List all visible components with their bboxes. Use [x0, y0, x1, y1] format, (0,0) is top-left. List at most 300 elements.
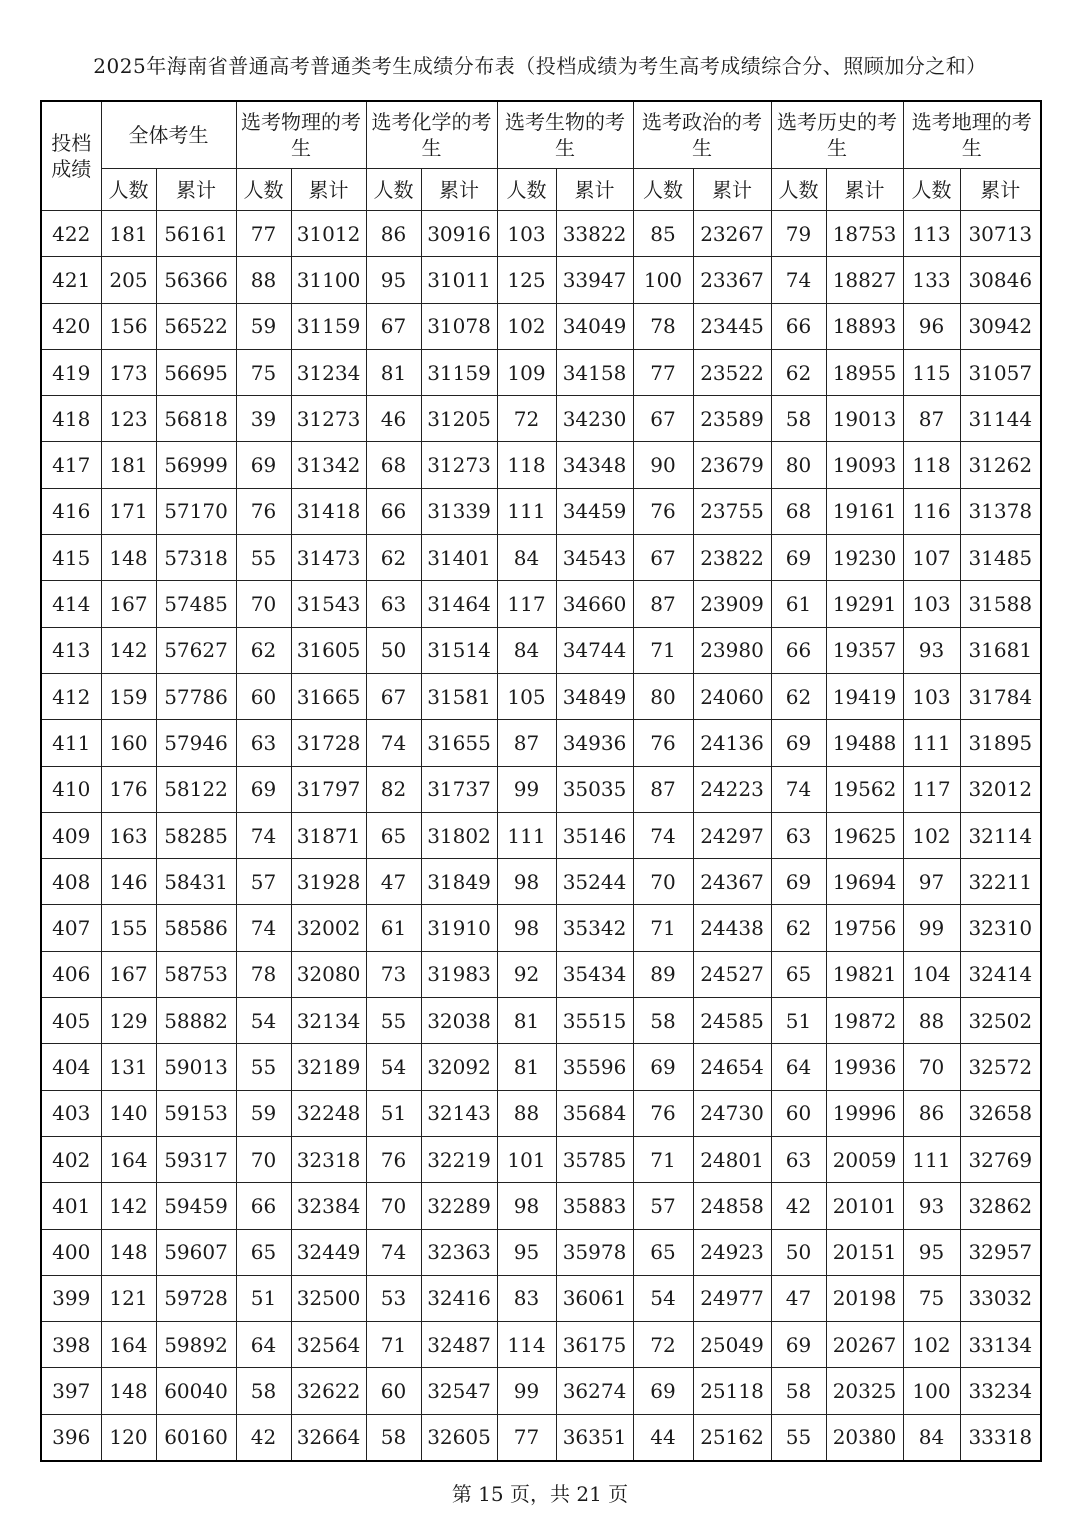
cumulative-header: 累计: [960, 169, 1041, 211]
count-cell: 65: [633, 1229, 693, 1275]
count-cell: 100: [633, 257, 693, 303]
cumulative-cell: 32605: [421, 1414, 497, 1461]
count-cell: 125: [497, 257, 556, 303]
cumulative-cell: 24977: [693, 1275, 771, 1321]
cumulative-cell: 59459: [156, 1183, 236, 1229]
count-cell: 86: [903, 1090, 960, 1136]
count-cell: 62: [771, 673, 826, 719]
cumulative-cell: 59153: [156, 1090, 236, 1136]
group-header-geography: 选考地理的考生: [903, 101, 1041, 169]
count-cell: 76: [633, 488, 693, 534]
cumulative-cell: 57946: [156, 720, 236, 766]
cumulative-cell: 57318: [156, 535, 236, 581]
cumulative-cell: 19093: [826, 442, 903, 488]
count-cell: 115: [903, 349, 960, 395]
count-cell: 111: [497, 812, 556, 858]
cumulative-cell: 32500: [291, 1275, 366, 1321]
count-cell: 87: [633, 766, 693, 812]
cumulative-cell: 31078: [421, 303, 497, 349]
cumulative-cell: 24297: [693, 812, 771, 858]
count-cell: 105: [497, 673, 556, 719]
cumulative-cell: 31737: [421, 766, 497, 812]
cumulative-cell: 31159: [291, 303, 366, 349]
count-cell: 55: [771, 1414, 826, 1461]
count-cell: 51: [366, 1090, 421, 1136]
cumulative-cell: 31273: [421, 442, 497, 488]
cumulative-cell: 32114: [960, 812, 1041, 858]
cumulative-cell: 19488: [826, 720, 903, 766]
count-cell: 101: [497, 1136, 556, 1182]
count-cell: 69: [633, 1368, 693, 1414]
count-cell: 69: [771, 535, 826, 581]
count-cell: 61: [366, 905, 421, 951]
count-cell: 74: [771, 766, 826, 812]
count-cell: 167: [101, 951, 156, 997]
cumulative-cell: 18827: [826, 257, 903, 303]
cumulative-cell: 34936: [556, 720, 633, 766]
count-cell: 62: [771, 905, 826, 951]
cumulative-cell: 32572: [960, 1044, 1041, 1090]
table-row: [41, 627, 1041, 673]
page-footer: 第 15 页，共 21 页: [451, 1482, 629, 1506]
cumulative-cell: 31849: [421, 859, 497, 905]
count-cell: 156: [101, 303, 156, 349]
cumulative-cell: 60160: [156, 1414, 236, 1461]
count-cell: 111: [903, 1136, 960, 1182]
count-cell: 98: [497, 905, 556, 951]
cumulative-cell: 34230: [556, 396, 633, 442]
count-cell: 84: [497, 627, 556, 673]
count-cell: 63: [771, 1136, 826, 1182]
count-cell: 75: [903, 1275, 960, 1321]
score-cell: 420: [41, 303, 101, 349]
count-cell: 70: [903, 1044, 960, 1090]
count-cell: 84: [497, 535, 556, 581]
cumulative-cell: 57485: [156, 581, 236, 627]
table-row: [41, 1275, 1041, 1321]
count-cell: 39: [236, 396, 291, 442]
count-cell: 42: [236, 1414, 291, 1461]
count-cell: 80: [771, 442, 826, 488]
cumulative-cell: 24367: [693, 859, 771, 905]
cumulative-cell: 31543: [291, 581, 366, 627]
count-cell: 74: [633, 812, 693, 858]
score-cell: 403: [41, 1090, 101, 1136]
table-row: [41, 1183, 1041, 1229]
cumulative-cell: 35596: [556, 1044, 633, 1090]
cumulative-cell: 56999: [156, 442, 236, 488]
cumulative-cell: 20380: [826, 1414, 903, 1461]
cumulative-cell: 31011: [421, 257, 497, 303]
count-cell: 73: [366, 951, 421, 997]
score-cell: 408: [41, 859, 101, 905]
count-cell: 79: [771, 211, 826, 257]
cumulative-cell: 24858: [693, 1183, 771, 1229]
cumulative-cell: 20267: [826, 1322, 903, 1368]
count-cell: 103: [903, 673, 960, 719]
cumulative-cell: 35342: [556, 905, 633, 951]
count-cell: 120: [101, 1414, 156, 1461]
count-cell: 72: [497, 396, 556, 442]
count-cell: 42: [771, 1183, 826, 1229]
table-header: [41, 101, 1041, 211]
count-cell: 71: [633, 1136, 693, 1182]
count-cell: 60: [366, 1368, 421, 1414]
cumulative-cell: 31681: [960, 627, 1041, 673]
score-cell: 406: [41, 951, 101, 997]
cumulative-cell: 23445: [693, 303, 771, 349]
count-cell: 74: [366, 1229, 421, 1275]
count-cell: 81: [497, 1044, 556, 1090]
table-row: [41, 998, 1041, 1044]
count-cell: 69: [236, 442, 291, 488]
count-cell: 69: [633, 1044, 693, 1090]
count-cell: 66: [366, 488, 421, 534]
cumulative-cell: 32080: [291, 951, 366, 997]
cumulative-cell: 31605: [291, 627, 366, 673]
cumulative-cell: 58753: [156, 951, 236, 997]
count-cell: 81: [366, 349, 421, 395]
count-cell: 97: [903, 859, 960, 905]
cumulative-cell: 24060: [693, 673, 771, 719]
score-column-header: 投档成绩: [41, 101, 101, 211]
cumulative-cell: 19419: [826, 673, 903, 719]
cumulative-cell: 31418: [291, 488, 366, 534]
cumulative-cell: 31057: [960, 349, 1041, 395]
score-cell: 397: [41, 1368, 101, 1414]
count-cell: 181: [101, 211, 156, 257]
cumulative-cell: 32414: [960, 951, 1041, 997]
cumulative-cell: 30846: [960, 257, 1041, 303]
cumulative-cell: 19562: [826, 766, 903, 812]
cumulative-cell: 35785: [556, 1136, 633, 1182]
count-cell: 90: [633, 442, 693, 488]
count-cell: 77: [633, 349, 693, 395]
count-cell: 87: [633, 581, 693, 627]
count-cell: 82: [366, 766, 421, 812]
cumulative-cell: 34849: [556, 673, 633, 719]
cumulative-cell: 32547: [421, 1368, 497, 1414]
count-cell: 50: [366, 627, 421, 673]
count-cell: 164: [101, 1136, 156, 1182]
count-cell: 181: [101, 442, 156, 488]
cumulative-cell: 32769: [960, 1136, 1041, 1182]
cumulative-cell: 32092: [421, 1044, 497, 1090]
table-row: [41, 720, 1041, 766]
count-cell: 70: [633, 859, 693, 905]
document-title: 2025年海南省普通高考普通类考生成绩分布表（投档成绩为考生高考成绩综合分、照顾加分之和）: [93, 54, 987, 78]
score-cell: 401: [41, 1183, 101, 1229]
count-cell: 83: [497, 1275, 556, 1321]
count-cell: 54: [633, 1275, 693, 1321]
cumulative-cell: 31802: [421, 812, 497, 858]
count-cell: 133: [903, 257, 960, 303]
cumulative-cell: 34660: [556, 581, 633, 627]
count-cell: 74: [771, 257, 826, 303]
cumulative-cell: 24527: [693, 951, 771, 997]
cumulative-cell: 31983: [421, 951, 497, 997]
group-header-biology: 选考生物的考生: [497, 101, 633, 169]
count-cell: 75: [236, 349, 291, 395]
count-cell: 63: [236, 720, 291, 766]
count-cell: 113: [903, 211, 960, 257]
cumulative-cell: 32384: [291, 1183, 366, 1229]
count-cell: 74: [366, 720, 421, 766]
score-cell: 405: [41, 998, 101, 1044]
count-cell: 64: [771, 1044, 826, 1090]
cumulative-cell: 33822: [556, 211, 633, 257]
cumulative-cell: 23679: [693, 442, 771, 488]
cumulative-cell: 33032: [960, 1275, 1041, 1321]
count-cell: 155: [101, 905, 156, 951]
cumulative-cell: 18955: [826, 349, 903, 395]
group-header-politics: 选考政治的考生: [633, 101, 771, 169]
cumulative-cell: 20325: [826, 1368, 903, 1414]
score-cell: 415: [41, 535, 101, 581]
cumulative-cell: 34543: [556, 535, 633, 581]
cumulative-cell: 36274: [556, 1368, 633, 1414]
count-cell: 70: [236, 581, 291, 627]
count-cell: 121: [101, 1275, 156, 1321]
cumulative-cell: 23980: [693, 627, 771, 673]
cumulative-cell: 36175: [556, 1322, 633, 1368]
count-header: 人数: [903, 169, 960, 211]
cumulative-cell: 32134: [291, 998, 366, 1044]
count-cell: 47: [366, 859, 421, 905]
count-cell: 86: [366, 211, 421, 257]
table-row: [41, 905, 1041, 951]
count-cell: 55: [236, 1044, 291, 1090]
cumulative-cell: 32502: [960, 998, 1041, 1044]
count-cell: 84: [903, 1414, 960, 1461]
cumulative-cell: 32310: [960, 905, 1041, 951]
cumulative-cell: 35146: [556, 812, 633, 858]
cumulative-cell: 31378: [960, 488, 1041, 534]
table-row: [41, 257, 1041, 303]
count-cell: 67: [633, 396, 693, 442]
count-cell: 67: [366, 673, 421, 719]
cumulative-cell: 58431: [156, 859, 236, 905]
cumulative-cell: 31205: [421, 396, 497, 442]
count-cell: 111: [497, 488, 556, 534]
count-cell: 103: [497, 211, 556, 257]
cumulative-cell: 57170: [156, 488, 236, 534]
cumulative-cell: 31655: [421, 720, 497, 766]
count-cell: 54: [366, 1044, 421, 1090]
count-cell: 95: [903, 1229, 960, 1275]
cumulative-cell: 32002: [291, 905, 366, 951]
score-cell: 398: [41, 1322, 101, 1368]
cumulative-cell: 24654: [693, 1044, 771, 1090]
cumulative-cell: 56695: [156, 349, 236, 395]
cumulative-cell: 59892: [156, 1322, 236, 1368]
cumulative-cell: 20101: [826, 1183, 903, 1229]
table-row: [41, 396, 1041, 442]
score-cell: 400: [41, 1229, 101, 1275]
cumulative-cell: 58285: [156, 812, 236, 858]
cumulative-cell: 30942: [960, 303, 1041, 349]
cumulative-header: 累计: [291, 169, 366, 211]
count-cell: 92: [497, 951, 556, 997]
cumulative-cell: 25049: [693, 1322, 771, 1368]
count-cell: 54: [236, 998, 291, 1044]
count-cell: 55: [366, 998, 421, 1044]
count-cell: 78: [236, 951, 291, 997]
cumulative-cell: 34744: [556, 627, 633, 673]
count-cell: 99: [497, 766, 556, 812]
cumulative-cell: 18893: [826, 303, 903, 349]
cumulative-cell: 31665: [291, 673, 366, 719]
cumulative-cell: 31401: [421, 535, 497, 581]
cumulative-cell: 34348: [556, 442, 633, 488]
count-cell: 59: [236, 1090, 291, 1136]
cumulative-cell: 58586: [156, 905, 236, 951]
cumulative-header: 累计: [693, 169, 771, 211]
cumulative-cell: 31485: [960, 535, 1041, 581]
cumulative-cell: 19821: [826, 951, 903, 997]
cumulative-cell: 19013: [826, 396, 903, 442]
table-row: [41, 673, 1041, 719]
cumulative-cell: 35434: [556, 951, 633, 997]
count-cell: 163: [101, 812, 156, 858]
table-row: [41, 349, 1041, 395]
cumulative-cell: 31012: [291, 211, 366, 257]
score-cell: 419: [41, 349, 101, 395]
count-cell: 71: [633, 627, 693, 673]
cumulative-cell: 32219: [421, 1136, 497, 1182]
table-row: [41, 1090, 1041, 1136]
count-cell: 70: [366, 1183, 421, 1229]
cumulative-cell: 31464: [421, 581, 497, 627]
count-cell: 61: [771, 581, 826, 627]
score-cell: 422: [41, 211, 101, 257]
count-cell: 57: [236, 859, 291, 905]
cumulative-cell: 35035: [556, 766, 633, 812]
count-cell: 72: [633, 1322, 693, 1368]
cumulative-cell: 56522: [156, 303, 236, 349]
cumulative-cell: 32012: [960, 766, 1041, 812]
cumulative-cell: 23822: [693, 535, 771, 581]
count-cell: 65: [236, 1229, 291, 1275]
cumulative-cell: 25118: [693, 1368, 771, 1414]
count-cell: 104: [903, 951, 960, 997]
count-cell: 88: [236, 257, 291, 303]
table-row: [41, 1136, 1041, 1182]
table-body: [41, 211, 1041, 1462]
count-cell: 69: [771, 720, 826, 766]
group-header-all: 全体考生: [101, 101, 236, 169]
cumulative-cell: 32143: [421, 1090, 497, 1136]
count-cell: 87: [497, 720, 556, 766]
count-cell: 63: [771, 812, 826, 858]
count-cell: 62: [771, 349, 826, 395]
score-cell: 414: [41, 581, 101, 627]
count-cell: 47: [771, 1275, 826, 1321]
count-cell: 164: [101, 1322, 156, 1368]
count-cell: 65: [771, 951, 826, 997]
count-cell: 148: [101, 1229, 156, 1275]
cumulative-cell: 31784: [960, 673, 1041, 719]
table-row: [41, 1229, 1041, 1275]
score-cell: 413: [41, 627, 101, 673]
cumulative-cell: 31100: [291, 257, 366, 303]
count-cell: 146: [101, 859, 156, 905]
count-cell: 63: [366, 581, 421, 627]
count-cell: 85: [633, 211, 693, 257]
table-row: [41, 211, 1041, 257]
count-cell: 76: [633, 1090, 693, 1136]
cumulative-cell: 32622: [291, 1368, 366, 1414]
count-cell: 44: [633, 1414, 693, 1461]
cumulative-cell: 32289: [421, 1183, 497, 1229]
table-row: [41, 303, 1041, 349]
count-cell: 160: [101, 720, 156, 766]
count-cell: 55: [236, 535, 291, 581]
count-cell: 88: [497, 1090, 556, 1136]
count-cell: 98: [497, 859, 556, 905]
cumulative-cell: 30713: [960, 211, 1041, 257]
table-row: [41, 581, 1041, 627]
count-cell: 102: [497, 303, 556, 349]
cumulative-cell: 35515: [556, 998, 633, 1044]
cumulative-cell: 56161: [156, 211, 236, 257]
count-cell: 80: [633, 673, 693, 719]
count-cell: 67: [633, 535, 693, 581]
table-row: [41, 951, 1041, 997]
cumulative-cell: 31871: [291, 812, 366, 858]
score-cell: 416: [41, 488, 101, 534]
cumulative-cell: 58122: [156, 766, 236, 812]
count-cell: 93: [903, 1183, 960, 1229]
cumulative-cell: 18753: [826, 211, 903, 257]
count-cell: 87: [903, 396, 960, 442]
count-cell: 99: [903, 905, 960, 951]
cumulative-cell: 19996: [826, 1090, 903, 1136]
cumulative-cell: 57786: [156, 673, 236, 719]
cumulative-cell: 32318: [291, 1136, 366, 1182]
count-header: 人数: [366, 169, 421, 211]
group-header-chemistry: 选考化学的考生: [366, 101, 497, 169]
cumulative-cell: 25162: [693, 1414, 771, 1461]
cumulative-cell: 24585: [693, 998, 771, 1044]
count-cell: 76: [633, 720, 693, 766]
cumulative-cell: 31473: [291, 535, 366, 581]
cumulative-cell: 32038: [421, 998, 497, 1044]
table-row: [41, 488, 1041, 534]
count-cell: 76: [366, 1136, 421, 1182]
count-cell: 109: [497, 349, 556, 395]
cumulative-cell: 23267: [693, 211, 771, 257]
count-cell: 51: [771, 998, 826, 1044]
count-cell: 58: [633, 998, 693, 1044]
count-cell: 173: [101, 349, 156, 395]
count-cell: 93: [903, 627, 960, 673]
count-cell: 58: [771, 1368, 826, 1414]
count-cell: 67: [366, 303, 421, 349]
cumulative-cell: 19291: [826, 581, 903, 627]
count-cell: 103: [903, 581, 960, 627]
cumulative-cell: 30916: [421, 211, 497, 257]
cumulative-cell: 31895: [960, 720, 1041, 766]
count-cell: 81: [497, 998, 556, 1044]
cumulative-cell: 31159: [421, 349, 497, 395]
table-row: [41, 1368, 1041, 1414]
count-cell: 46: [366, 396, 421, 442]
cumulative-cell: 32416: [421, 1275, 497, 1321]
count-cell: 102: [903, 812, 960, 858]
cumulative-cell: 23755: [693, 488, 771, 534]
count-cell: 117: [497, 581, 556, 627]
